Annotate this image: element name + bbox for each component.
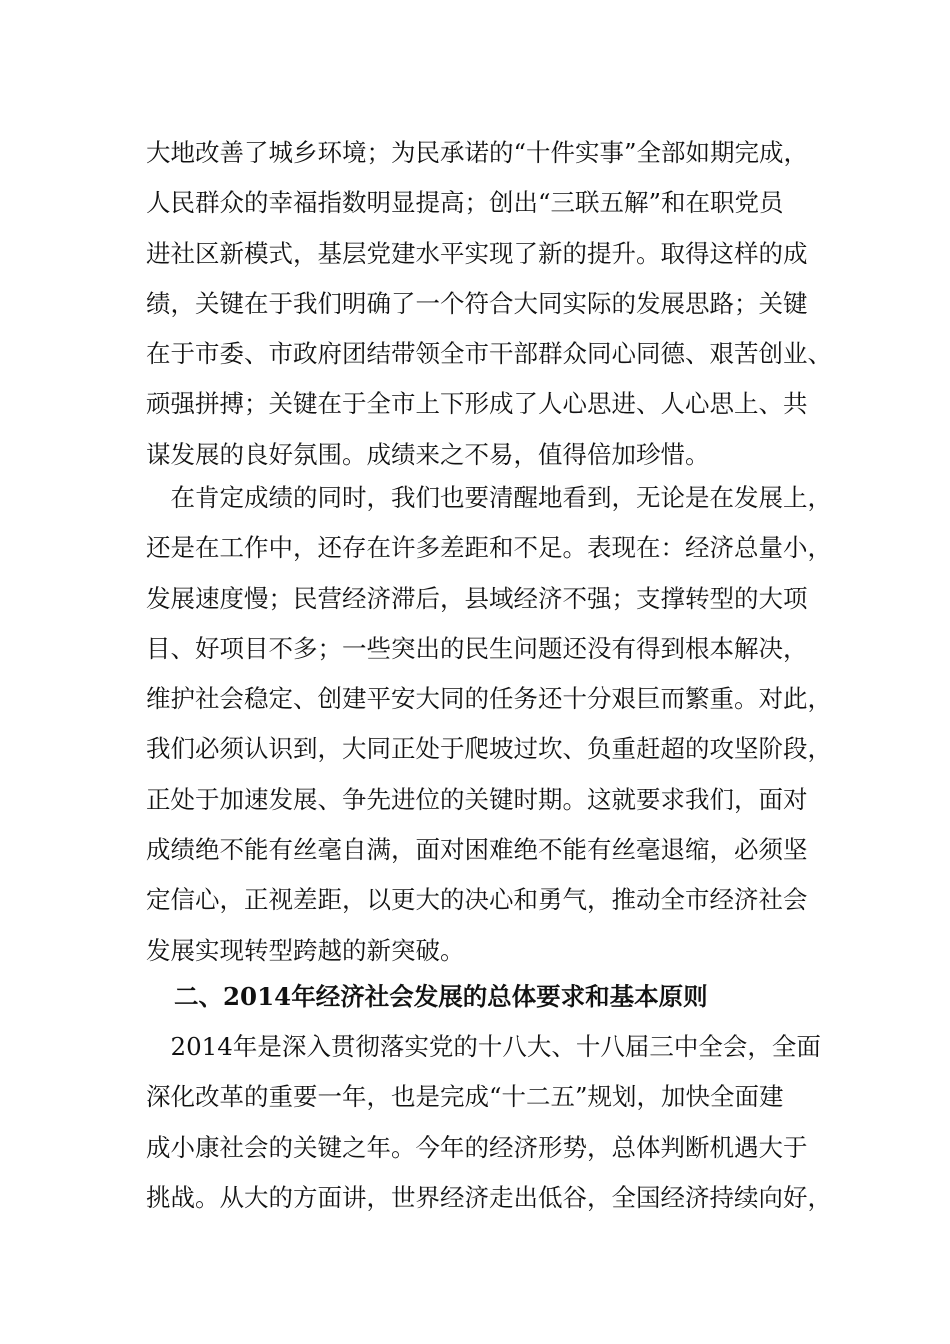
text-line: 大地改善了城乡环境；为民承诺的“十件实事”全部如期完成， — [146, 138, 809, 167]
text-line: 发展实现转型跨越的新突破。 — [146, 935, 465, 965]
text-line: 顽强拼搏；关键在于全市上下形成了人心思进、人心思上、共 — [146, 389, 808, 419]
text-line: 在于市委、市政府团结带领全市干部群众同心同德、艰苦创业、 — [146, 339, 832, 369]
paragraph-2 — [146, 473, 832, 976]
text-line: 维护社会稳定、创建平安大同的任务还十分艰巨而繁重。对此， — [146, 684, 832, 714]
text-line: 目、好项目不多；一些突出的民生问题还没有得到根本解决， — [146, 633, 808, 663]
text-line: 我们必须认识到，大同正处于爬坡过坎、负重赶超的攻坚阶段， — [146, 734, 832, 764]
text-line: 正处于加速发展、争先进位的关键时期。这就要求我们，面对 — [146, 784, 808, 814]
text-line: 进社区新模式，基层党建水平实现了新的提升。取得这样的成 — [146, 238, 808, 268]
text-line: 定信心，正视差距，以更大的决心和勇气，推动全市经济社会 — [146, 885, 808, 915]
text-line: 谋发展的良好氛围。成绩来之不易，值得倍加珍惜。 — [146, 439, 710, 469]
text-line: 挑战。从大的方面讲，世界经济走出低谷，全国经济持续向好， — [146, 1182, 832, 1212]
paragraph-3 — [146, 1022, 832, 1223]
text-line: 发展速度慢；民营经济滞后，县域经济不强；支撑转型的大项 — [146, 583, 808, 613]
text-line: 深化改革的重要一年，也是完成“十二五”规划，加快全面建 — [146, 1082, 784, 1112]
text-line: 成小康社会的关键之年。今年的经济形势，总体判断机遇大于 — [146, 1132, 808, 1162]
paragraph-1 — [146, 128, 832, 480]
text-line: 还是在工作中，还存在许多差距和不足。表现在：经济总量小， — [146, 533, 832, 563]
text-line: 绩，关键在于我们明确了一个符合大同实际的发展思路；关键 — [146, 288, 808, 318]
text-line: 人民群众的幸福指数明显提高；创出“三联五解”和在职党员 — [146, 188, 784, 218]
section-heading: 二、2014年经济社会发展的总体要求和基本原则 — [174, 982, 708, 1011]
text-line: 在肯定成绩的同时，我们也要清醒地看到，无论是在发展上， — [146, 483, 832, 512]
text-line: 2014年是深入贯彻落实党的十八大、十八届三中全会，全面 — [146, 1032, 821, 1061]
text-line: 成绩绝不能有丝毫自满，面对困难绝不能有丝毫退缩，必须坚 — [146, 835, 808, 865]
